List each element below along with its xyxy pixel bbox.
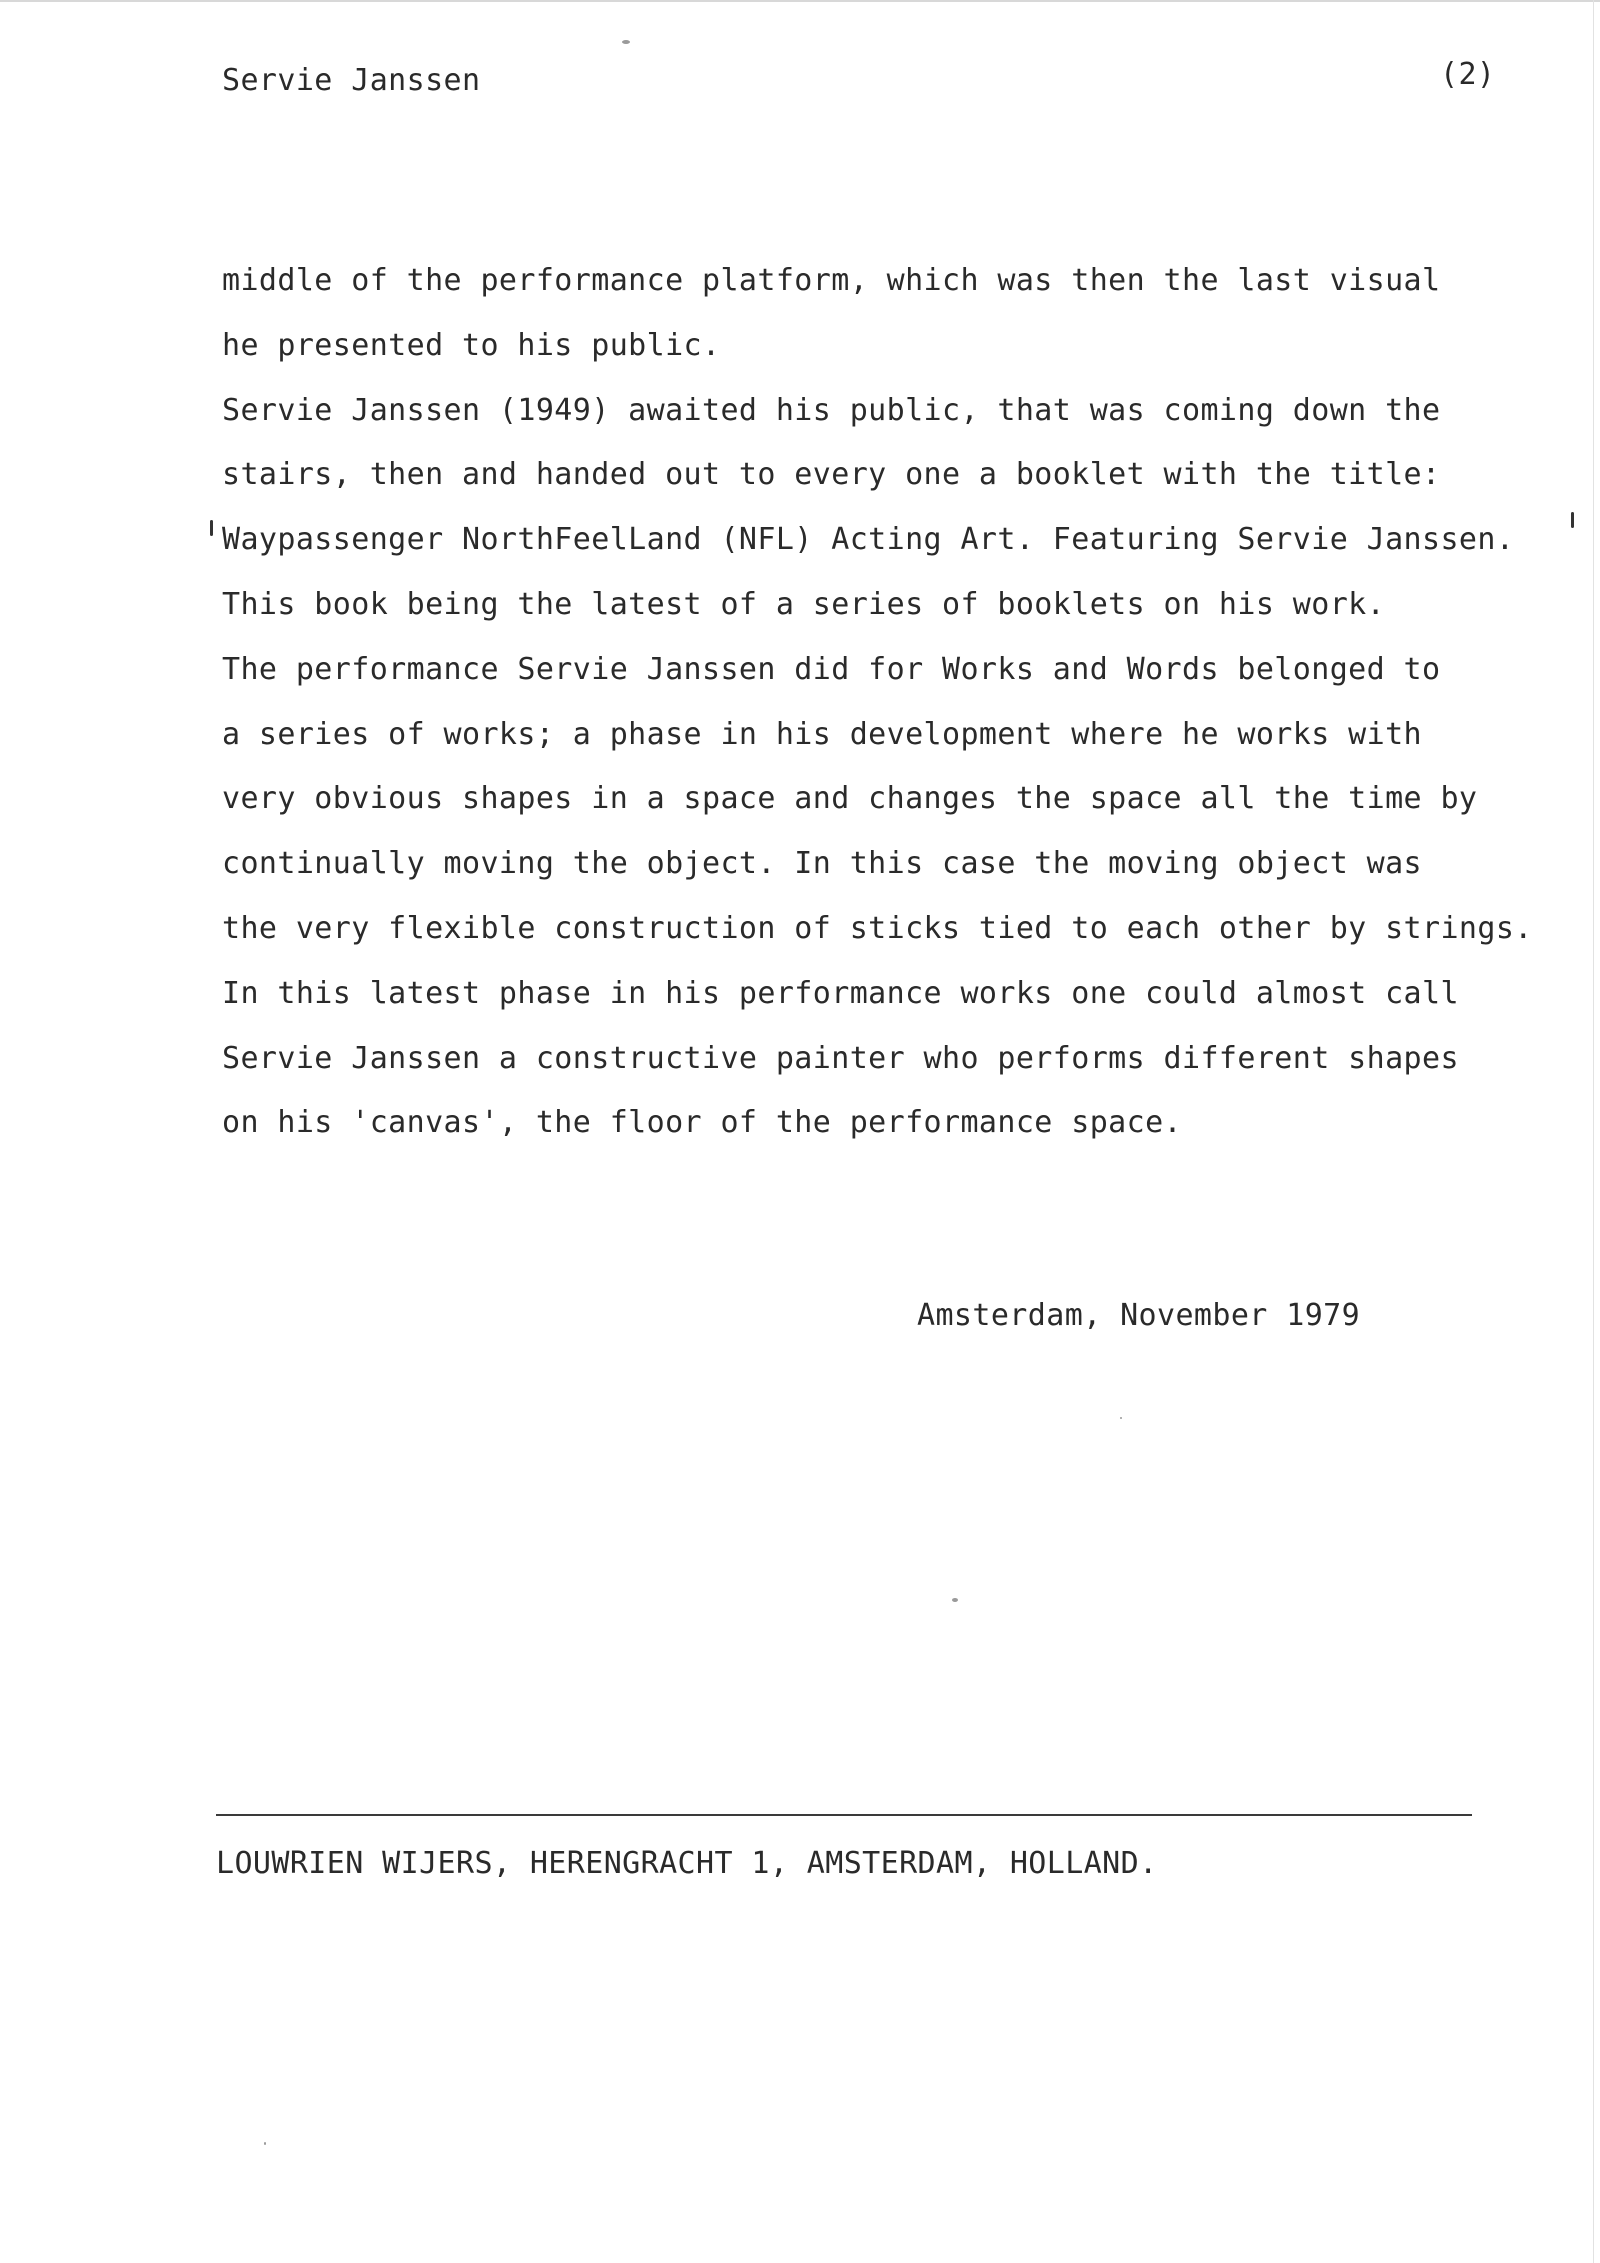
scan-speck bbox=[952, 1598, 958, 1602]
body-line-7: The performance Servie Janssen did for Works and Words belonged to bbox=[222, 651, 1441, 687]
page-right-edge bbox=[1593, 0, 1594, 2263]
scan-speck bbox=[1120, 1417, 1122, 1419]
body-line-8: a series of works; a phase in his development where he works with bbox=[222, 716, 1422, 752]
body-line-12: In this latest phase in his performance works one could almost call bbox=[222, 975, 1459, 1011]
scan-speck bbox=[264, 2142, 266, 2145]
body-line-9: very obvious shapes in a space and changes the space all the time by bbox=[222, 781, 1478, 817]
scan-speck bbox=[622, 40, 630, 44]
handwritten-close-quote-mark bbox=[1571, 512, 1574, 528]
body-line-14: on his 'canvas', the floor of the performance space. bbox=[222, 1105, 1182, 1141]
body-line-11: the very flexible construction of sticks tied to each other by strings. bbox=[222, 910, 1533, 946]
body-line-6: This book being the latest of a series of booklets on his work. bbox=[222, 586, 1386, 622]
page-number: (2) bbox=[1440, 57, 1496, 92]
body-line-2: he presented to his public. bbox=[222, 327, 721, 363]
page-top-edge bbox=[0, 0, 1600, 2]
body-line-4: stairs, then and handed out to every one a booklet with the title: bbox=[222, 457, 1441, 493]
footer-address: LOUWRIEN WIJERS, HERENGRACHT 1, AMSTERDAM, HOLLAND. bbox=[216, 1846, 1158, 1881]
handwritten-open-quote-mark bbox=[210, 520, 213, 536]
body-text bbox=[222, 262, 1562, 1169]
body-line-3: Servie Janssen (1949) awaited his public, that was coming down the bbox=[222, 392, 1441, 428]
body-line-1: middle of the performance platform, which was then the last visual bbox=[222, 263, 1441, 298]
body-line-5: Waypassenger NorthFeelLand (NFL) Acting Art. Featuring Servie Janssen. bbox=[222, 522, 1515, 558]
body-line-13: Servie Janssen a constructive painter who performs different shapes bbox=[222, 1040, 1459, 1076]
body-line-10: continually moving the object. In this case the moving object was bbox=[222, 846, 1422, 882]
place-date: Amsterdam, November 1979 bbox=[917, 1298, 1361, 1333]
header-author: Servie Janssen bbox=[222, 63, 481, 98]
footer-divider bbox=[216, 1814, 1472, 1816]
